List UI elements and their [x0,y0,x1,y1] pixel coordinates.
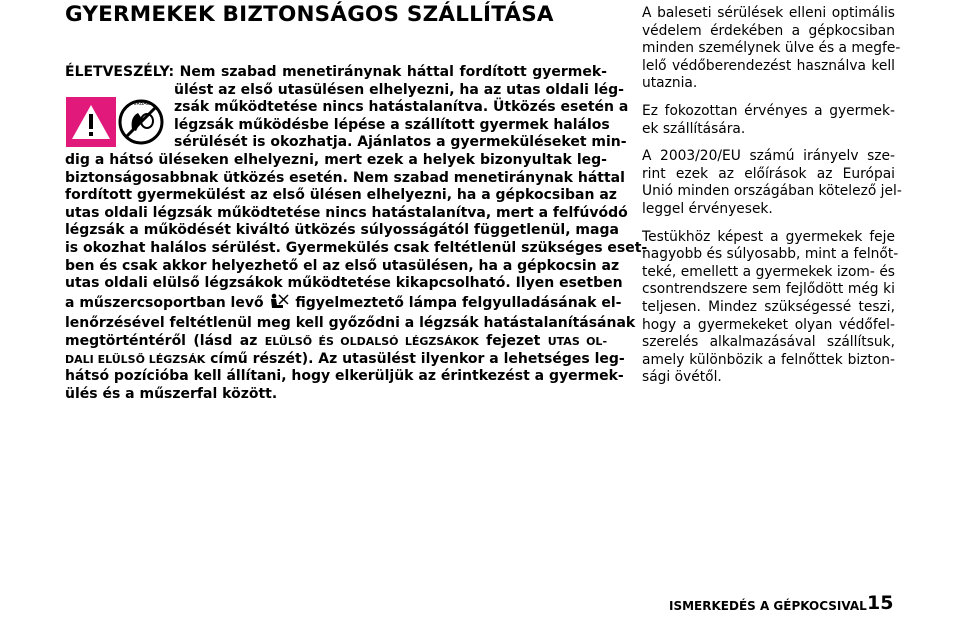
airbag-off-warning-lamp-icon [268,293,290,316]
paragraph-line: Ez fokozottan érvényes a gyermek- [642,102,895,119]
body-line: zsák működtetése nincs hatástalanítva. Ütközés esetén a [174,99,629,116]
body-line [65,350,625,369]
paragraph-line: szerelés alkalmazásával szállítsuk, [642,334,895,351]
airbag-label: AIRBAG [131,101,151,107]
section-reference: UTAS OL- [547,334,608,348]
body-line: ÉLETVESZÉLY: Nem szabad menetiránynak háttal fordított gyermek- [65,64,607,80]
page-title: GYERMEKEK BIZTONSÁGOS SZÁLLÍTÁSA [65,2,554,27]
page-number: 15 [867,592,894,614]
paragraph [642,5,901,93]
paragraph [642,148,902,218]
chapter-reference: ELÜLSŐ ÉS OLDALSÓ LÉGZSÁKOK [264,334,479,348]
paragraph-line: nagyobb és súlyosabb, mint a felnőt- [642,246,899,263]
section-reference: DALI ELÜLSŐ LÉGZSÁK [65,352,206,366]
body-line: utas oldali légzsák működtetése nincs hatástalanítva, mert a felfúvódó [65,204,628,221]
body-line [65,293,622,316]
body-text: című részét). Az utasülést ilyenkor a lehetséges leg- [210,350,625,367]
paragraph-line: utaznia. [642,75,698,92]
body-line: ülést az első utasülésen elhelyezni, ha az utas oldali lég- [174,81,624,98]
body-text: a műszercsoportban levő [65,294,264,311]
paragraph [642,103,895,138]
paragraph-line: lelő védőberendezést használva kell [642,57,895,74]
body-line: utas oldali elülső légzsákok működtetése kikapcsolható. Ilyen esetben [65,275,623,292]
body-line: hátsó pozícióba kell állítani, hogy elkerüljük az érintkezést a gyermek- [65,368,624,385]
right-column-text [642,5,902,397]
paragraph [642,228,899,387]
body-line: biztonságosabbnak ütközés esetén. Nem szabad menetiránynak háttal [65,169,625,186]
paragraph-line: rint ezek az előírások az Európai [642,165,895,182]
body-line: fordított gyermekülést az első ülésen elhelyezni, ha a gépkocsiban az [65,187,617,204]
body-line: dig a hátsó üléseken elhelyezni, mert ezek a helyek bizonyultak leg- [65,151,607,168]
body-line: ben és csak akkor helyezhető el az első utasülésen, ha a gépkocsin az [65,257,620,274]
paragraph-line: A 2003/20/EU számú irányelv sze- [642,148,895,165]
paragraph-line: védelem érdekében a gépkocsiban [642,22,895,39]
paragraph-line: ek szállítására. [642,120,746,137]
body-line: ülés és a műszerfal között. [65,385,278,402]
body-line: légzsák a működését kiváltó ütközés súlyosságától függetlenül, maga [65,222,619,239]
paragraph-line: amely különbözik a felnőttek bizton- [642,351,895,368]
paragraph-line: Testükhöz képest a gyermekek feje [642,228,895,245]
paragraph-line: sági övétől. [642,369,722,386]
paragraph-line: teké, emellett a gyermekek izom- és [642,263,895,280]
body-line: sérülését is okozhatja. Ajánlatos a gyermeküléseket min- [174,134,627,151]
body-line: lenőrzésével feltétlenül meg kell győződni a légzsák hatástalanításának [65,315,636,332]
paragraph-line: teljesen. Mindez szükségessé teszi, [642,298,895,315]
paragraph-line: A baleseti sérülések elleni optimális [642,5,895,21]
footer-section-label: ISMERKEDÉS A GÉPKOCSIVAL [669,599,867,613]
warning-body-text [65,64,648,403]
body-text: megtörténtéről (lásd az [65,332,258,349]
paragraph-line: csontrendszere sem fejlődött még ki [642,281,895,298]
paragraph-line: minden személynek ülve és a megfe- [642,40,901,57]
body-text: fejezet [486,332,541,349]
body-text: figyelmeztető lámpa felgyulladásának el- [295,294,622,311]
body-line: légzsák működésbe lépése a szállított gyermek halálos [174,116,610,133]
paragraph-line: hogy a gyermekeket olyan védőfel- [642,316,895,333]
body-line [65,333,607,351]
paragraph-line: leggel érvényesek. [642,200,773,217]
paragraph-line: Unió minden országában kötelező jel- [642,183,902,200]
body-line: is okozhat halálos sérülést. Gyermekülés csak feltétlenül szükséges eset- [65,239,648,256]
